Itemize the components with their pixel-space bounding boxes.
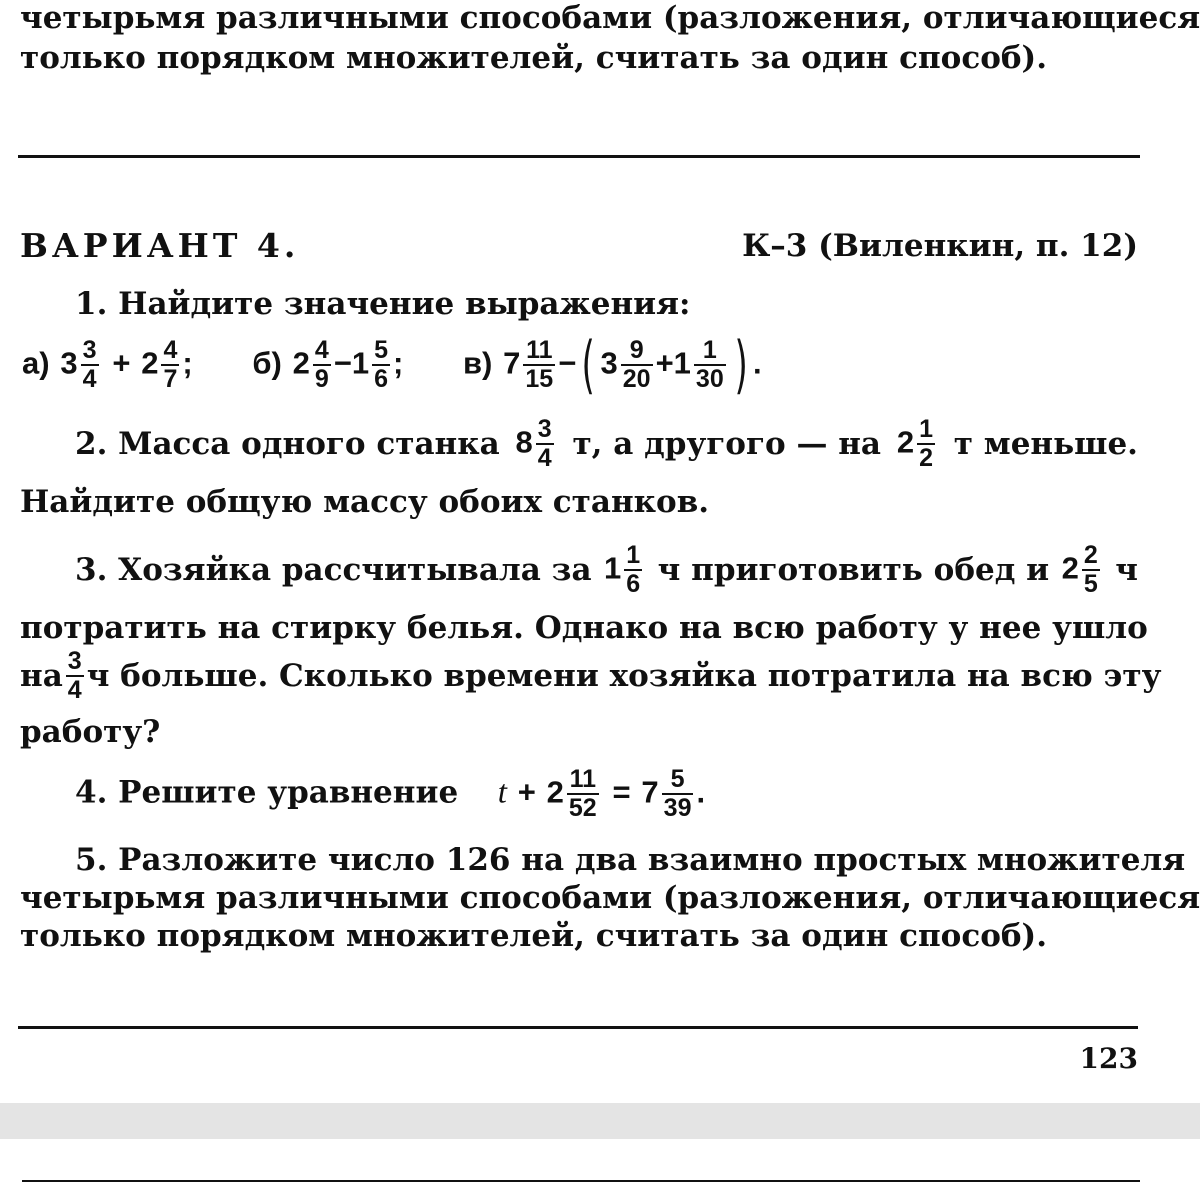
task4-end: . (696, 774, 706, 810)
task1-c-label: в) (462, 345, 493, 381)
task1-b-frac1: $\frac{4}{9}$ (314, 336, 329, 393)
task4-frac1: $\frac{11}{52}$ (568, 765, 597, 822)
task1-c-lparen: ( (581, 328, 596, 401)
variant-heading: ВАРИАНТ 4. (20, 226, 300, 265)
task1-a-frac1: $\frac{3}{4}$ (82, 336, 97, 393)
task3-line-1 (75, 542, 1138, 598)
task3-part5: ч больше. Сколько времени хозяйка потратила на всю эту (86, 658, 1162, 694)
task3-line-3 (20, 647, 1162, 704)
task4-whole1: 2 (546, 774, 564, 810)
task3-time2: 2 $\frac{2}{5}$ (1061, 541, 1098, 598)
task2-part3: т меньше. (953, 426, 1138, 462)
task2-part2: т, а другого — на (572, 426, 882, 462)
task2-mass2: 2 $\frac{1}{2}$ (896, 415, 933, 472)
task1-c-whole3: 1 (673, 345, 691, 381)
task1-c-frac2: $\frac{9}{20}$ (622, 336, 651, 393)
task5-line-3: только порядком множителей, считать за один способ). (20, 918, 1048, 954)
task1-a-op: + (112, 345, 131, 381)
task5-line-1: 5. Разложите число 126 на два взаимно простых множителя (75, 842, 1186, 878)
task1-expressions (22, 328, 762, 401)
task3-frac3: $\frac{3}{4}$ (67, 647, 82, 704)
task1-c-op2: + (655, 345, 674, 381)
task1-b-end: ; (393, 345, 404, 381)
task2-line-2: Найдите общую массу обоих станков. (20, 484, 710, 520)
page-number: 123 (1079, 1042, 1138, 1075)
task3-part4: на (20, 658, 63, 694)
task4-eq: = (612, 774, 631, 810)
task1-c-rparen: ) (734, 328, 748, 401)
task3-line-2: потратить на стирку белья. Однако на всю работу у нее ушло (20, 610, 1148, 646)
task3-part1: 3. Хозяйка рассчитывала за (75, 552, 592, 588)
task3-part2: ч приготовить обед и (657, 552, 1050, 588)
task4-line (75, 766, 705, 822)
task4-var: t (497, 774, 507, 811)
task2-line-1 (75, 416, 1138, 472)
task5-line-2: четырьмя различными способами (разложения, отличающиеся (20, 880, 1200, 916)
task2-mass1: 8 $\frac{3}{4}$ (515, 415, 552, 472)
task1-c-whole1: 7 (503, 345, 521, 381)
task1-a-label: а) (22, 345, 50, 381)
next-page-rule (22, 1180, 1140, 1182)
page-gap (0, 1103, 1200, 1139)
task4-prompt: 4. Решите уравнение (75, 774, 459, 811)
divider-bottom (18, 1026, 1138, 1029)
task1-c-frac1: $\frac{11}{15}$ (525, 336, 554, 393)
task1-c-frac3: $\frac{1}{30}$ (695, 336, 724, 393)
task3-part3: ч (1115, 552, 1138, 588)
task3-time1: 1 $\frac{1}{6}$ (604, 541, 641, 598)
task1-c-end: . (752, 345, 762, 381)
reference-label: К–3 (Виленкин, п. 12) (742, 228, 1138, 264)
task1-b-label: б) (252, 345, 282, 381)
task2-part1: 2. Масса одного станка (75, 426, 500, 462)
task1-prompt: 1. Найдите значение выражения: (75, 286, 691, 322)
task1-a-frac2: $\frac{4}{7}$ (163, 336, 178, 393)
task1-a-end: ; (182, 345, 193, 381)
task1-c-op: − (558, 345, 577, 381)
task4-op: + (517, 774, 536, 810)
prev-text-line-2: только порядком множителей, считать за один способ). (20, 40, 1048, 76)
task1-b-whole1: 2 (292, 345, 310, 381)
task1-a-whole1: 3 (60, 345, 78, 381)
task1-b-frac2: $\frac{5}{6}$ (374, 336, 389, 393)
task1-c-whole2: 3 (600, 345, 618, 381)
task1-b-op: − (333, 345, 352, 381)
prev-text-line-1: четырьмя различными способами (разложения, отличающиеся (20, 0, 1200, 36)
task4-whole2: 7 (641, 774, 659, 810)
task1-a-whole2: 2 (141, 345, 159, 381)
task1-b-whole2: 1 (351, 345, 370, 381)
task4-frac2: $\frac{5}{39}$ (663, 765, 692, 822)
task3-line-4: работу? (20, 714, 161, 750)
divider-top (18, 155, 1140, 158)
